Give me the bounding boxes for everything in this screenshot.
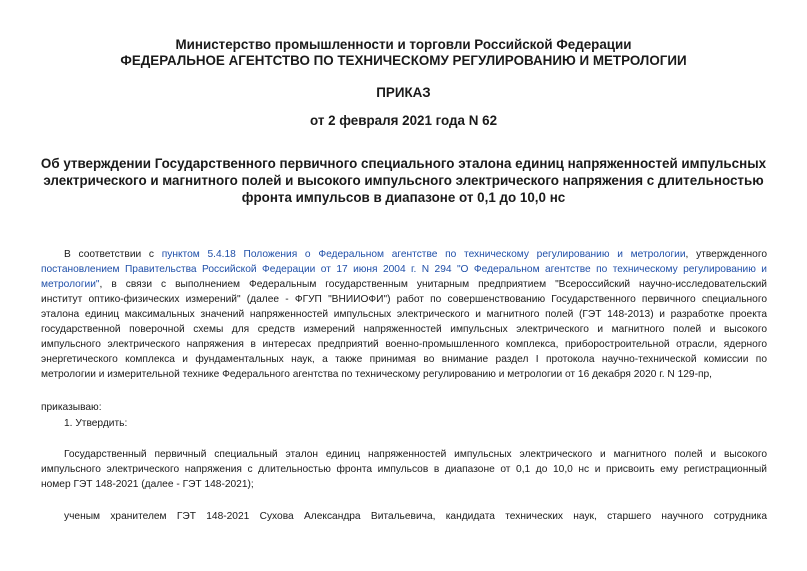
preamble-text: , утвержденного — [685, 249, 767, 260]
keeper-line: ученым хранителем ГЭТ 148-2021 Сухова Александра Витальевича, кандидата технических наук, старшего научного сотрудника — [64, 511, 767, 522]
preamble-line: энергетического комплекса и фундаментальных наук, а также принимая во внимание раздел I протокола научно-технической комиссии по — [41, 354, 767, 365]
item-1 — [41, 416, 767, 431]
preamble-line: метрологии и измерительной технике Федерального агентства по техническому регулированию и метрологии от 16 декабря 2020 г. N 129-пр, — [41, 369, 712, 380]
ministry-name: Министерство промышленности и торговли Российской Федерации — [175, 37, 632, 52]
document-type: ПРИКАЗ — [376, 85, 431, 100]
preamble-line: государственной поверочной схемы для средств измерений напряженностей импульсных электрического и магнитного полей и высокого — [41, 324, 767, 335]
order-word-text: приказываю: — [41, 402, 102, 413]
document-title — [30, 155, 777, 206]
preamble-line — [41, 247, 767, 262]
preamble-line: институт оптико-физических измерений" (далее - ФГУП "ВНИИОФИ") работ по совершенствованию Государственного первичного специального — [41, 294, 767, 305]
keeper-paragraph — [41, 509, 767, 524]
preamble-line — [41, 262, 767, 277]
preamble-text: В соответствии с — [64, 249, 155, 260]
preamble-paragraph — [41, 247, 767, 382]
item-1-text: 1. Утвердить: — [64, 418, 128, 429]
approve-line: номер ГЭТ 148-2021 (далее - ГЭТ 148-2021); — [41, 479, 254, 490]
preamble-text: , в связи с выполнением Федеральным государственным унитарным предприятием "Всероссийский научно-исследовательский — [99, 279, 767, 290]
title-line: электрического и магнитного полей и высокого импульсного электрического напряжения с длительностью — [43, 173, 764, 188]
approve-line: импульсного электрического напряжения с длительностью фронта импульсов в диапазоне от 0,1 до 10,0 нс и присвоить ему регистрационный — [41, 464, 767, 475]
approve-paragraph — [41, 447, 767, 492]
government-decree-link-cont[interactable]: метрологии" — [41, 279, 100, 290]
order-word — [41, 400, 767, 415]
preamble-line: эталона единиц максимальных значений напряженностей импульсных электрического и магнитного полей (ГЭТ 148-2013) и разработке проекта — [41, 309, 767, 320]
government-decree-link[interactable]: постановлением Правительства Российской Федерации от 17 июня 2004 г. N 294 "О Федеральном агентстве по техническому регулированию и — [41, 264, 767, 275]
agency-name: ФЕДЕРАЛЬНОЕ АГЕНТСТВО ПО ТЕХНИЧЕСКОМУ РЕГУЛИРОВАНИЮ И МЕТРОЛОГИИ — [120, 53, 687, 68]
approve-line: Государственный первичный специальный эталон единиц напряженностей импульсных электрического и магнитного полей и высокого — [64, 449, 767, 460]
preamble-line: импульсного электрического напряжения в интересах предприятий военно-промышленного комплекса, приборостроительной отрасли, ядерного — [41, 339, 767, 350]
regulation-link[interactable]: пунктом 5.4.18 Положения о Федеральном агентстве по техническому регулированию и метрологии — [161, 249, 686, 260]
title-line: фронта импульсов в диапазоне от 0,1 до 10,0 нс — [241, 190, 566, 205]
document-date-number: от 2 февраля 2021 года N 62 — [309, 113, 498, 128]
preamble-line — [41, 277, 767, 292]
title-line: Об утверждении Государственного первичного специального эталона единиц напряженностей импульсных — [40, 156, 767, 171]
